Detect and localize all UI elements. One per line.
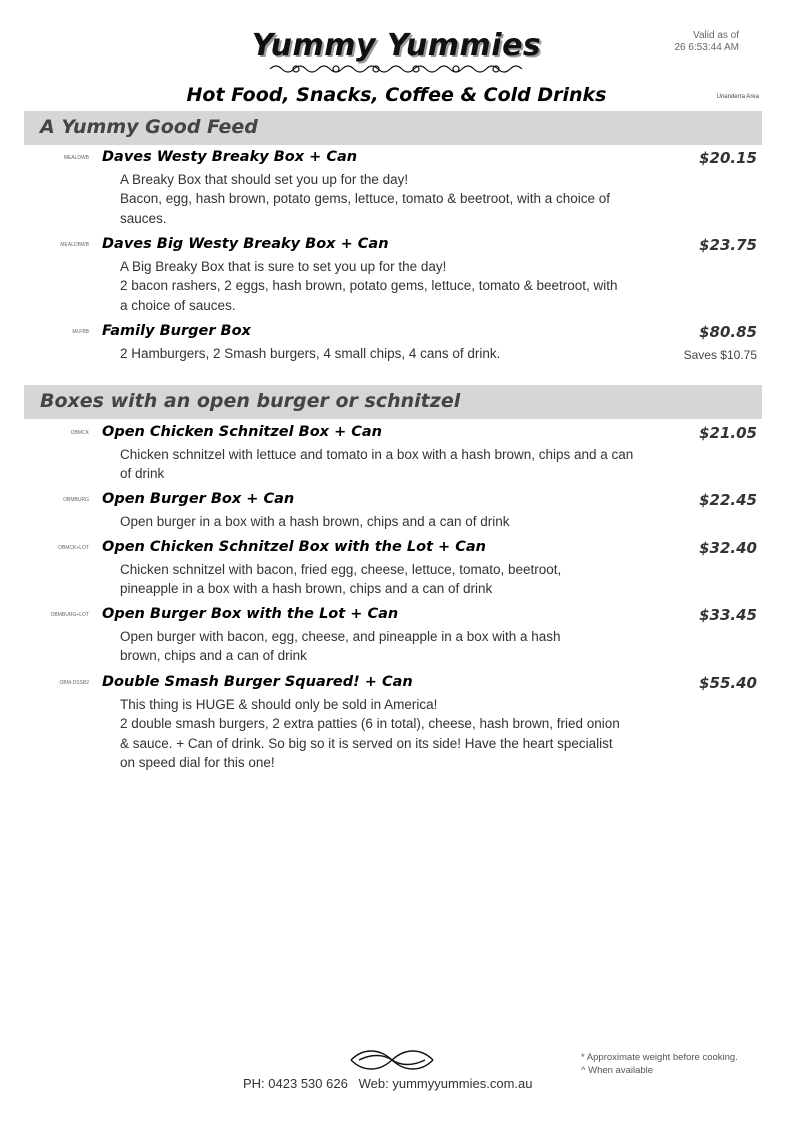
description-line: This thing is HUGE & should only be sold in America! [120,697,438,712]
description-line: A Breaky Box that should set you up for the day! [120,172,409,187]
footnotes [581,1051,738,1077]
item-code: OBM-DSSB2 [59,680,89,686]
valid-label: Valid as of [693,30,739,41]
description-line: Open burger with bacon, egg, cheese, and pineapple in a box with a hash brown, chips and a can of drink [120,629,561,664]
description-line: Open burger in a box with a hash brown, chips and a can of drink [120,514,510,529]
item-code: OBMCK [70,430,89,436]
item-price: $21.05 [699,424,757,442]
item-price: $32.40 [699,539,757,557]
item-code: MEALDBWB [60,242,89,248]
item-description [120,560,590,599]
item-code: OBMCK+LOT [58,545,89,551]
section-title: A Yummy Good Feed [40,116,258,138]
footnote-availability: ^ When available [581,1065,654,1076]
item-name: Double Smash Burger Squared! + Can [102,674,413,690]
section-header [24,111,762,145]
item-description [120,344,640,363]
valid-as-of [675,30,740,54]
item-code: MLFBB [72,329,89,335]
item-description [120,445,640,484]
contact-info[interactable]: PH: 0423 530 626 Web: yummyyummies.com.au [243,1076,533,1091]
area-label: Unanderra Area [716,94,759,100]
ornament-divider-icon [266,62,528,76]
valid-time: 26 6:53:44 AM [674,42,739,53]
item-name: Open Chicken Schnitzel Box + Can [102,424,383,440]
description-line: Bacon, egg, hash brown, potato gems, lettuce, tomato & beetroot, with a choice of sauces. [120,191,611,226]
description-line: A Big Breaky Box that is sure to set you up for the day! [120,259,447,274]
item-code: OBMBURG [63,497,89,503]
item-code: OBMBURG+LOT [50,612,89,618]
item-name: Open Chicken Schnitzel Box with the Lot + Can [102,539,486,555]
item-code: MEALDWB [63,155,89,161]
item-description [120,627,595,666]
item-description [120,257,620,315]
item-name: Daves Big Westy Breaky Box + Can [102,236,389,252]
item-price: $22.45 [699,491,757,509]
item-description [120,170,640,228]
item-price: $55.40 [699,674,757,692]
item-description [120,512,640,531]
item-price: $33.45 [699,606,757,624]
description-line: 2 bacon rashers, 2 eggs, hash brown, potato gems, lettuce, tomato & beetroot, with a choice of sauces. [120,278,618,313]
item-price: $23.75 [699,236,757,254]
item-description [120,695,620,773]
swash-ornament-icon [349,1048,435,1072]
section-title: Boxes with an open burger or schnitzel [40,390,461,412]
item-name: Family Burger Box [102,323,251,339]
description-line: Chicken schnitzel with lettuce and tomato in a box with a hash brown, chips and a can of drink [120,447,634,482]
item-name: Open Burger Box with the Lot + Can [102,606,399,622]
item-name: Daves Westy Breaky Box + Can [102,149,358,165]
menu-subtitle: Hot Food, Snacks, Coffee & Cold Drinks [186,84,607,106]
section-header [24,385,762,419]
savings-note: Saves $10.75 [683,348,757,362]
footnote-weight: * Approximate weight before cooking. [581,1052,738,1063]
item-price: $80.85 [699,323,757,341]
description-line: 2 double smash burgers, 2 extra patties (6 in total), cheese, hash brown, fried onion & sauce. + Can of drink. So big so it is served on its side! Have the heart specialist on speed dial for this one! [120,716,620,771]
description-line: Chicken schnitzel with bacon, fried egg, cheese, lettuce, tomato, beetroot, pineapple in a box with a hash brown, chips and a can of drink [120,562,562,597]
description-line: 2 Hamburgers, 2 Smash burgers, 4 small chips, 4 cans of drink. [120,346,501,361]
brand-title: Yummy Yummies [251,28,542,63]
item-name: Open Burger Box + Can [102,491,295,507]
item-price: $20.15 [699,149,757,167]
